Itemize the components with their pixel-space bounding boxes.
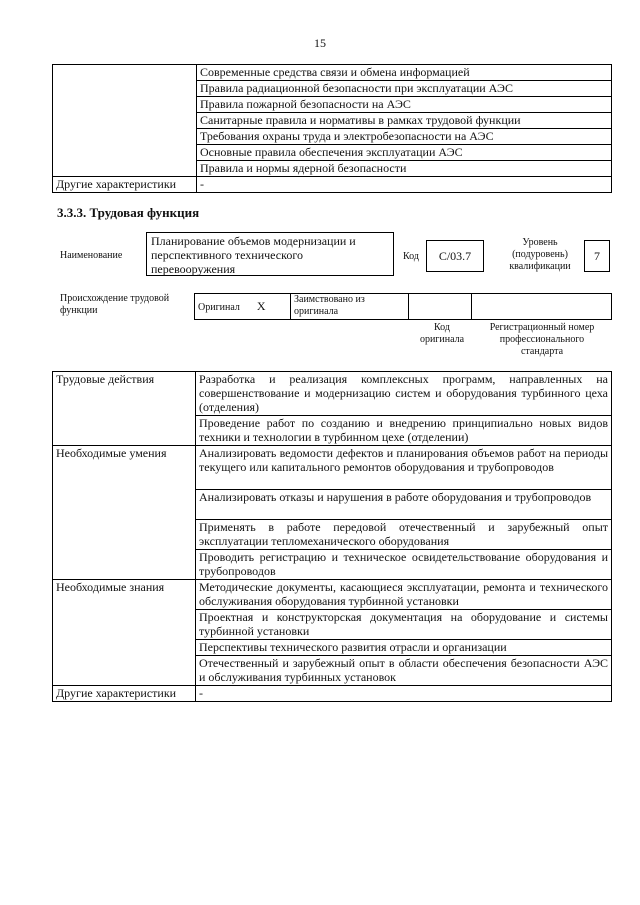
actions-label: Трудовые действия — [53, 372, 196, 446]
top-table-item: Правила и нормы ядерной безопасности — [197, 161, 612, 177]
original-mark: X — [256, 299, 266, 313]
skill-item: Анализировать отказы и нарушения в работе оборудования и трубопроводов — [196, 490, 612, 520]
code-label: Код — [403, 251, 419, 262]
main-other-label: Другие характеристики — [53, 686, 196, 702]
knowledge-item: Перспективы технического развития отрасли и организации — [196, 640, 612, 656]
top-table-empty-cell — [53, 65, 197, 177]
original-label: Оригинал — [198, 302, 240, 313]
top-table-other-value: - — [197, 177, 612, 193]
top-table-other-label: Другие характеристики — [53, 177, 197, 193]
original-cell — [195, 294, 291, 320]
knowledge-item: Проектная и конструкторская документация на оборудование и системы турбинной установки — [196, 610, 612, 640]
action-item: Проведение работ по созданию и внедрению принципиально новых видов техники и технологии в турбинном цехе (отделении) — [196, 416, 612, 446]
main-other-value: - — [196, 686, 612, 702]
code-original-caption: Код оригинала — [419, 322, 465, 345]
skills-label: Необходимые умения — [53, 446, 196, 580]
level-value-box — [584, 240, 610, 272]
name-value-box — [146, 232, 394, 276]
main-table — [52, 371, 612, 702]
skill-item: Проводить регистрацию и техническое освидетельствование оборудования и трубопроводов — [196, 550, 612, 580]
top-table — [52, 64, 612, 193]
name-value: Планирование объемов модернизации и перспективного технического перевооружения — [151, 234, 356, 276]
page-number: 15 — [314, 36, 326, 50]
knowledge-item: Отечественный и зарубежный опыт в области обеспечения безопасности АЭС и обслуживания турбинных установок — [196, 656, 612, 686]
top-table-item: Санитарные правила и нормативы в рамках трудовой функции — [197, 113, 612, 129]
level-value: 7 — [594, 249, 600, 263]
action-item: Разработка и реализация комплексных программ, направленных на совершенствование и модернизацию систем и оборудования турбинного цеха (отделения) — [196, 372, 612, 416]
name-label: Наименование — [60, 250, 123, 261]
skill-item: Применять в работе передовой отечественный и зарубежный опыт эксплуатации тепломеханического оборудования — [196, 520, 612, 550]
borrowed-label: Заимствовано из оригинала — [291, 294, 409, 320]
knowledge-item: Методические документы, касающиеся эксплуатации, ремонта и технического обслуживания оборудования турбинной установки — [196, 580, 612, 610]
code-value-box — [426, 240, 484, 272]
top-table-item: Правила пожарной безопасности на АЭС — [197, 97, 612, 113]
code-original-cell — [409, 294, 472, 320]
knowledge-label: Необходимые знания — [53, 580, 196, 686]
origin-label: Происхождение трудовой функции — [60, 293, 170, 316]
top-table-item: Требования охраны труда и электробезопасности на АЭС — [197, 129, 612, 145]
reg-number-caption: Регистрационный номер профессионального стандарта — [489, 322, 595, 357]
code-value: С/03.7 — [438, 249, 472, 263]
skill-item: Анализировать ведомости дефектов и планирования объемов работ на периоды текущего или капитального ремонтов оборудования и трубопроводов — [196, 446, 612, 490]
section-title: 3.3.3. Трудовая функция — [57, 205, 200, 220]
top-table-item: Современные средства связи и обмена информацией — [197, 65, 612, 81]
level-label: Уровень (подуровень) квалификации — [509, 237, 571, 272]
reg-number-cell — [472, 294, 612, 320]
top-table-item: Правила радиационной безопасности при эксплуатации АЭС — [197, 81, 612, 97]
top-table-item: Основные правила обеспечения эксплуатации АЭС — [197, 145, 612, 161]
origin-table — [194, 293, 612, 320]
